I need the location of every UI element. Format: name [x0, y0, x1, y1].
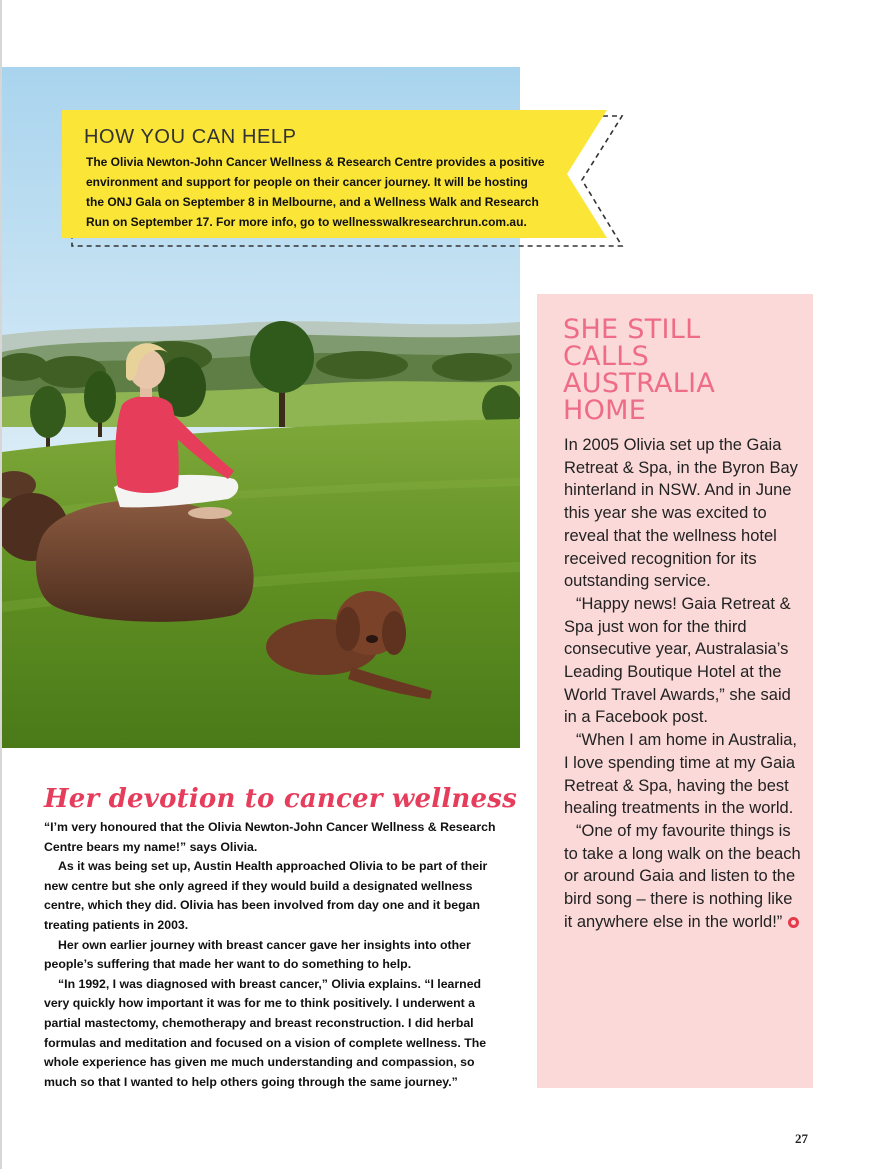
callout-line: Run on September 17. For more info, go to wellnesswalkresearchrun.com.au. [86, 215, 527, 229]
page-number: 27 [795, 1131, 808, 1146]
sidebar-heading-line: HOME [563, 395, 647, 426]
end-mark-icon [788, 917, 799, 928]
callout-body [86, 152, 556, 232]
sidebar-heading-line: CALLS [563, 341, 650, 372]
article-heading: Her devotion to cancer wellness [44, 784, 517, 814]
article-body [44, 818, 496, 1092]
sidebar-body [564, 434, 804, 933]
sidebar-paragraph: In 2005 Olivia set up the Gaia Retreat & Spa, in the Byron Bay hinterland in NSW. And in June this year she was excited to reveal that the wellness hotel received recognition for its outstanding service. [564, 436, 798, 591]
sidebar-box [537, 294, 813, 1088]
sidebar-paragraph-last [564, 820, 804, 934]
callout-line: The Olivia Newton-John Cancer Wellness & Research Centre provides a positive [86, 155, 545, 169]
sidebar-heading-line: AUSTRALIA [563, 368, 716, 399]
article-paragraph: As it was being set up, Austin Health approached Olivia to be part of their new centre but she only agreed if they would build a designated wellness centre, which they did. Olivia has been involved from day one and it began treating patients in 2003. [44, 859, 488, 932]
sidebar-paragraph: “When I am home in Australia, I love spending time at my Gaia Retreat & Spa, having the best healing treatments in the world. [564, 731, 798, 818]
callout-line: the ONJ Gala on September 8 in Melbourne, and a Wellness Walk and Research [86, 195, 539, 209]
article-paragraph: “In 1992, I was diagnosed with breast cancer,” Olivia explains. “I learned very quickly how important it was for me to think positively. I underwent a partial mastectomy, chemotherapy and breast reconstruction. I did herbal formulas and meditation and focused on a vision of complete wellness. The whole experience has given me much understanding and compassion, so much so that I wanted to help others going through the same journey.” [44, 976, 487, 1089]
sidebar-paragraph: “Happy news! Gaia Retreat & Spa just won for the third consecutive year, Australasia’s Leading Boutique Hotel at the World Travel Awards,” she said in a Facebook post. [564, 594, 791, 727]
help-callout [62, 110, 624, 250]
sidebar-heading [563, 316, 803, 424]
sidebar-paragraph-text: “One of my favourite things is to take a long walk on the beach or around Gaia and listen to the bird song – there is nothing like it anywhere else in the world!” [564, 821, 801, 931]
article-paragraph: “I’m very honoured that the Olivia Newton-John Cancer Wellness & Research Centre bears my name!” says Olivia. [44, 820, 496, 854]
callout-line: environment and support for people on their cancer journey. It will be hosting [86, 175, 528, 189]
sidebar-heading-line: SHE STILL [563, 314, 701, 345]
article-paragraph: Her own earlier journey with breast cancer gave her insights into other people’s suffering that made her want to do something to help. [44, 937, 471, 972]
callout-title: HOW YOU CAN HELP [84, 126, 297, 148]
